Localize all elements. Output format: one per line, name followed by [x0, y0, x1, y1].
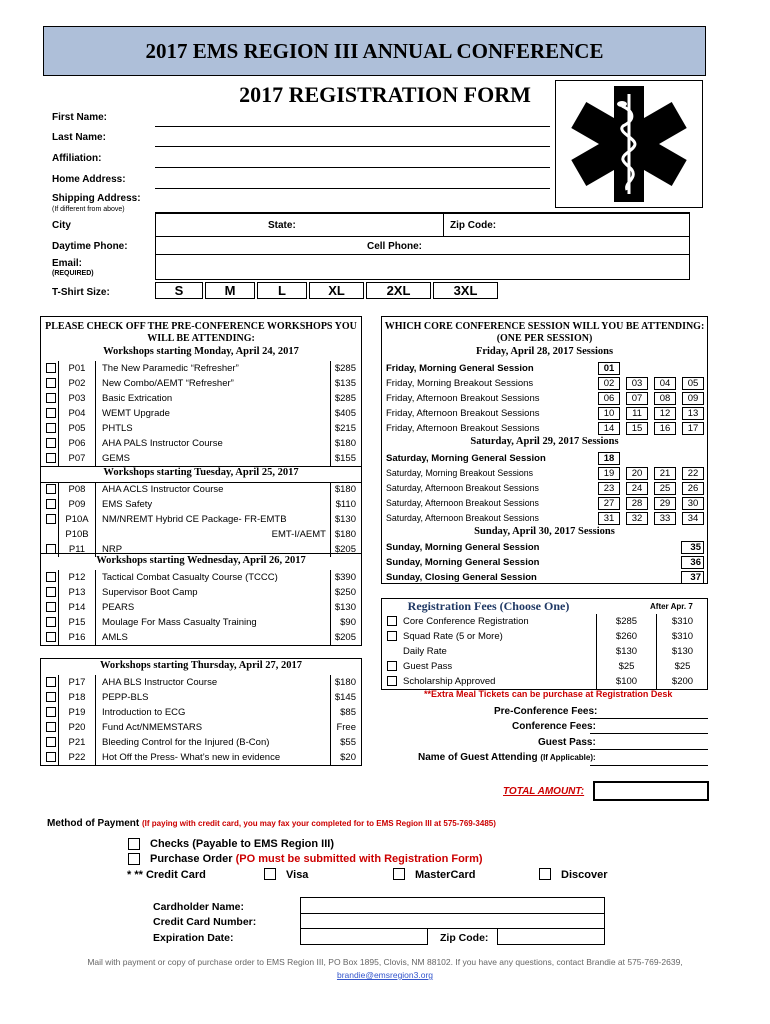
session-number-box[interactable]: 17 [682, 422, 704, 435]
workshop-row [40, 675, 362, 690]
workshop-row [40, 421, 362, 436]
meal-ticket-note: **Extra Meal Tickets can be purchase at Registration Desk [424, 689, 673, 699]
session-label: Sunday, Morning General Session [386, 542, 540, 553]
session-number-box[interactable]: 28 [626, 497, 648, 510]
workshop-name: NM/NREMT Hybrid CE Package- FR-EMTB [102, 514, 287, 525]
email-label: Email: [52, 258, 83, 269]
workshop-code: P16 [58, 630, 96, 645]
conference-fees-label: Conference Fees: [512, 721, 596, 732]
form-title: 2017 REGISTRATION FORM [239, 82, 531, 107]
session-number-box[interactable]: 04 [654, 377, 676, 390]
fee-name: Daily Rate [403, 646, 447, 657]
workshop-price: $110 [330, 497, 362, 512]
workshop-checkbox[interactable] [46, 514, 56, 524]
zip-label: Zip Code: [450, 220, 497, 231]
session-number-box[interactable]: 22 [682, 467, 704, 480]
star-of-life-logo [555, 80, 703, 208]
last-name-field[interactable] [155, 146, 550, 147]
fee-late: $310 [656, 614, 708, 629]
workshop-name: AMLS [102, 632, 128, 643]
workshop-code: P08 [58, 482, 96, 497]
conference-fees-field[interactable] [590, 733, 708, 734]
cell-phone-label: Cell Phone: [367, 241, 423, 252]
fee-row [381, 629, 708, 644]
workshop-row [40, 750, 362, 765]
fee-row [381, 674, 708, 689]
workshop-name: New Combo/AEMT “Refresher” [102, 378, 234, 389]
fee-early: $100 [596, 674, 656, 689]
session-number-box[interactable]: 15 [626, 422, 648, 435]
fee-late: $310 [656, 629, 708, 644]
shipping-address-label: Shipping Address: [52, 193, 141, 204]
fee-checkbox[interactable] [387, 616, 397, 626]
workshop-checkbox[interactable] [46, 423, 56, 433]
payment-zip-label: Zip Code: [440, 932, 489, 944]
workshop-name: Bleeding Control for the Injured (B-Con) [102, 737, 270, 748]
workshop-price: $55 [330, 735, 362, 750]
workshop-row [40, 720, 362, 735]
fee-early: $130 [596, 644, 656, 659]
workshop-name: Supervisor Boot Camp [102, 587, 198, 598]
discover-label: Discover [561, 869, 608, 881]
workshop-row [40, 482, 362, 497]
thursday-heading: Workshops starting Thursday, April 27, 2017 [100, 660, 302, 671]
workshop-code: P01 [58, 361, 96, 376]
workshop-name: AHA BLS Instructor Course [102, 677, 218, 688]
workshop-price: $180 [330, 436, 362, 451]
workshop-name: Tactical Combat Casualty Course (TCCC) [102, 572, 278, 583]
mastercard-label: MasterCard [415, 869, 476, 881]
session-number-box[interactable]: 30 [682, 497, 704, 510]
workshop-code: P21 [58, 735, 96, 750]
workshop-price: $285 [330, 361, 362, 376]
first-name-field[interactable] [155, 126, 550, 127]
workshop-price: $90 [330, 615, 362, 630]
workshop-name: Moulage For Mass Casualty Training [102, 617, 257, 628]
workshop-checkbox[interactable] [46, 544, 56, 554]
workshop-row [40, 512, 362, 527]
session-number-box[interactable]: 14 [598, 422, 620, 435]
session-label: Saturday, Morning General Session [386, 453, 546, 464]
fee-name: Scholarship Approved [403, 676, 496, 687]
home-address-label: Home Address: [52, 174, 126, 185]
workshop-name: Introduction to ECG [102, 707, 186, 718]
session-label: Friday, Morning General Session [386, 363, 534, 374]
friday-heading: Friday, April 28, 2017 Sessions [475, 346, 614, 357]
session-number-box[interactable]: 34 [682, 512, 704, 525]
workshop-code: P13 [58, 585, 96, 600]
discover-checkbox[interactable] [539, 868, 551, 880]
workshop-name: NRP [102, 544, 123, 555]
session-number-box[interactable]: 08 [654, 392, 676, 405]
fee-row [381, 644, 708, 659]
workshop-checkbox[interactable] [46, 617, 56, 627]
session-label: Friday, Afternoon Breakout Sessions [386, 408, 540, 419]
workshop-code: P12 [58, 570, 96, 585]
workshop-price: $135 [330, 376, 362, 391]
purchase-order-label: Purchase Order (PO must be submitted with Registration Form) [150, 853, 483, 865]
session-label: Saturday, Afternoon Breakout Sessions [386, 513, 539, 523]
card-number-field[interactable] [300, 913, 605, 929]
workshop-row [40, 497, 362, 512]
shipping-address-note: (If different from above) [52, 206, 125, 213]
tshirt-size-xl[interactable]: XL [309, 282, 364, 299]
guest-pass-fee-field[interactable] [590, 749, 708, 750]
pre-conference-title: PLEASE CHECK OFF THE PRE-CONFERENCE WORKSHOPS YOU WILL BE ATTENDING: [45, 321, 357, 344]
workshop-row [40, 585, 362, 600]
workshop-code: P18 [58, 690, 96, 705]
session-label: Friday, Morning Breakout Sessions [386, 378, 534, 389]
workshop-row [40, 451, 362, 466]
workshop-name: Hot Off the Press- What’s new in evidence [102, 752, 281, 763]
fee-name: Squad Rate (5 or More) [403, 631, 503, 642]
fee-early: $285 [596, 614, 656, 629]
workshop-row [40, 615, 362, 630]
session-number-box[interactable]: 11 [626, 407, 648, 420]
fee-checkbox[interactable] [387, 631, 397, 641]
pre-conference-fees-field[interactable] [590, 718, 708, 719]
visa-checkbox[interactable] [264, 868, 276, 880]
affiliation-field[interactable] [155, 167, 550, 168]
workshop-price: $390 [330, 570, 362, 585]
workshop-checkbox[interactable] [46, 363, 56, 373]
session-number-box[interactable]: 32 [626, 512, 648, 525]
workshop-name: Fund Act/NMEMSTARS [102, 722, 203, 733]
workshop-row [40, 527, 362, 542]
workshop-price: $145 [330, 690, 362, 705]
expiration-date-label: Expiration Date: [153, 932, 234, 944]
workshop-row [40, 361, 362, 376]
workshop-code: P02 [58, 376, 96, 391]
session-number-box[interactable]: 03 [626, 377, 648, 390]
workshop-price: $20 [330, 750, 362, 765]
session-number-box[interactable]: 20 [626, 467, 648, 480]
session-number-box[interactable]: 25 [654, 482, 676, 495]
workshop-name: PEPP-BLS [102, 692, 149, 703]
cardholder-name-label: Cardholder Name: [153, 901, 245, 913]
workshop-code: P14 [58, 600, 96, 615]
tshirt-size-2xl[interactable]: 2XL [366, 282, 431, 299]
workshop-code: P17 [58, 675, 96, 690]
after-date-label: After Apr. 7 [650, 602, 693, 611]
workshop-code: P04 [58, 406, 96, 421]
session-number-box[interactable]: 05 [682, 377, 704, 390]
session-number-box[interactable]: 21 [654, 467, 676, 480]
workshop-checkbox[interactable] [46, 692, 56, 702]
fee-early: $260 [596, 629, 656, 644]
fee-late: $25 [656, 659, 708, 674]
fee-checkbox[interactable] [387, 676, 397, 686]
workshop-code: P03 [58, 391, 96, 406]
tshirt-size-m[interactable]: M [205, 282, 255, 299]
tshirt-size-l[interactable]: L [257, 282, 307, 299]
daytime-phone-label: Daytime Phone: [52, 241, 128, 252]
workshop-checkbox[interactable] [46, 378, 56, 388]
checks-checkbox[interactable] [128, 838, 140, 850]
session-label: Sunday, Morning General Session [386, 557, 540, 568]
workshop-price: $285 [330, 391, 362, 406]
email-required-note: (REQUIRED) [52, 270, 94, 277]
first-name-label: First Name: [52, 112, 108, 123]
session-number-box[interactable]: 33 [654, 512, 676, 525]
session-number-box[interactable]: 31 [598, 512, 620, 525]
home-address-field[interactable] [155, 188, 550, 189]
workshop-checkbox[interactable] [46, 752, 56, 762]
workshop-row [40, 735, 362, 750]
credit-card-label: * ** Credit Card [127, 869, 206, 881]
city-label: City [52, 220, 71, 231]
workshop-price: $215 [330, 421, 362, 436]
workshop-code: P09 [58, 497, 96, 512]
workshop-name: PEARS [102, 602, 135, 613]
workshop-name: PHTLS [102, 423, 133, 434]
session-number-box[interactable]: 36 [681, 556, 704, 569]
total-amount-field[interactable] [593, 781, 709, 801]
core-session-title: WHICH CORE CONFERENCE SESSION WILL YOU BE ATTENDING: (ONE PER SESSION) [384, 321, 705, 344]
workshop-row [40, 391, 362, 406]
workshop-name: GEMS [102, 453, 130, 464]
workshop-price: $155 [330, 451, 362, 466]
session-number-box[interactable]: 35 [681, 541, 704, 554]
session-number-box[interactable]: 23 [598, 482, 620, 495]
workshop-name: AHA PALS Instructor Course [102, 438, 223, 449]
workshop-row [40, 436, 362, 451]
session-label: Sunday, Closing General Session [386, 572, 537, 583]
workshop-checkbox[interactable] [46, 632, 56, 642]
workshop-code: P10A [58, 512, 96, 527]
session-number-box[interactable]: 19 [598, 467, 620, 480]
tshirt-size-3xl[interactable]: 3XL [433, 282, 498, 299]
workshop-checkbox[interactable] [46, 677, 56, 687]
fee-early: $25 [596, 659, 656, 674]
cardholder-name-field[interactable] [300, 897, 605, 914]
workshop-price: $250 [330, 585, 362, 600]
workshop-row [40, 542, 362, 557]
session-label: Saturday, Afternoon Breakout Sessions [386, 483, 539, 493]
saturday-heading: Saturday, April 29, 2017 Sessions [470, 436, 619, 447]
payment-zip-field[interactable] [497, 928, 605, 945]
session-label: Friday, Afternoon Breakout Sessions [386, 423, 540, 434]
workshop-checkbox[interactable] [46, 722, 56, 732]
guest-name-label: Name of Guest Attending (If Applicable): [418, 752, 596, 763]
total-amount-label: TOTAL AMOUNT: [503, 786, 585, 797]
workshop-code: P07 [58, 451, 96, 466]
card-number-label: Credit Card Number: [153, 916, 257, 928]
workshop-code: P11 [58, 542, 96, 557]
workshop-price: $180 [330, 675, 362, 690]
session-label: Saturday, Afternoon Breakout Sessions [386, 498, 539, 508]
workshop-checkbox[interactable] [46, 707, 56, 717]
workshop-price: $205 [330, 630, 362, 645]
conference-banner: 2017 EMS REGION III ANNUAL CONFERENCE [43, 26, 706, 76]
session-number-box[interactable]: 13 [682, 407, 704, 420]
state-label: State: [268, 220, 296, 231]
workshop-price: $180 [330, 482, 362, 497]
workshop-row [40, 690, 362, 705]
workshop-code: P19 [58, 705, 96, 720]
workshop-code: P15 [58, 615, 96, 630]
workshop-price: $405 [330, 406, 362, 421]
fee-checkbox[interactable] [387, 661, 397, 671]
session-number-box[interactable]: 09 [682, 392, 704, 405]
workshop-code: P05 [58, 421, 96, 436]
mastercard-checkbox[interactable] [393, 868, 405, 880]
workshop-price: $130 [330, 600, 362, 615]
workshop-name: AHA ACLS Instructor Course [102, 484, 224, 495]
footer-text: Mail with payment or copy of purchase order to EMS Region III, PO Box 1895, Clovis, NM 88102. If you have any questions, contact Brandie at 575-769-2639, brandie@emsregion3.org [87, 957, 683, 980]
workshop-checkbox[interactable] [46, 499, 56, 509]
city-state-zip-row [155, 213, 690, 237]
contact-email-link[interactable]: brandie@emsregion3.org [336, 970, 434, 980]
session-number-box[interactable]: 12 [654, 407, 676, 420]
workshop-code: P22 [58, 750, 96, 765]
workshop-checkbox[interactable] [46, 484, 56, 494]
session-number-box[interactable]: 06 [598, 392, 620, 405]
workshop-name: Basic Extrication [102, 393, 173, 404]
workshop-code: P10B [58, 527, 96, 542]
fees-title: Registration Fees (Choose One) [407, 599, 570, 613]
last-name-label: Last Name: [52, 132, 106, 143]
workshop-checkbox[interactable] [46, 572, 56, 582]
workshop-checkbox[interactable] [46, 453, 56, 463]
workshop-name: EMT-I/AEMT [271, 529, 326, 540]
session-label: Friday, Afternoon Breakout Sessions [386, 393, 540, 404]
workshop-name: The New Paramedic “Refresher” [102, 363, 239, 374]
workshop-code: P20 [58, 720, 96, 735]
workshop-price: $205 [330, 542, 362, 557]
pre-conference-fees-label: Pre-Conference Fees: [494, 706, 598, 717]
fee-name: Core Conference Registration [403, 616, 529, 627]
workshop-name: WEMT Upgrade [102, 408, 170, 419]
workshop-checkbox[interactable] [46, 602, 56, 612]
workshop-checkbox[interactable] [46, 393, 56, 403]
session-number-box[interactable]: 26 [682, 482, 704, 495]
session-number-box[interactable]: 10 [598, 407, 620, 420]
phone-row[interactable] [155, 237, 690, 255]
fee-late: $130 [656, 644, 708, 659]
session-number-box[interactable]: 29 [654, 497, 676, 510]
workshop-checkbox[interactable] [46, 408, 56, 418]
fee-row [381, 659, 708, 674]
session-number-box[interactable]: 07 [626, 392, 648, 405]
session-number-box[interactable]: 37 [681, 571, 704, 584]
fee-row [381, 614, 708, 629]
workshop-name: EMS Safety [102, 499, 153, 510]
fee-late: $200 [656, 674, 708, 689]
workshop-row [40, 376, 362, 391]
fee-name: Guest Pass [403, 661, 453, 672]
guest-pass-fee-label: Guest Pass: [538, 737, 596, 748]
session-number-box[interactable]: 01 [598, 362, 620, 375]
affiliation-label: Affiliation: [52, 153, 102, 164]
session-number-box[interactable]: 02 [598, 377, 620, 390]
purchase-order-checkbox[interactable] [128, 853, 140, 865]
zip-divider [443, 213, 444, 237]
workshop-checkbox[interactable] [46, 737, 56, 747]
workshop-checkbox[interactable] [46, 587, 56, 597]
workshop-code: P06 [58, 436, 96, 451]
monday-heading: Workshops starting Monday, April 24, 2017 [103, 346, 299, 357]
checks-label: Checks (Payable to EMS Region III) [150, 838, 334, 850]
workshop-price: $85 [330, 705, 362, 720]
visa-label: Visa [286, 869, 309, 881]
workshop-price: Free [330, 720, 362, 735]
workshop-price: $180 [330, 527, 362, 542]
workshop-row [40, 630, 362, 645]
payment-method-label: Method of Payment (If paying with credit card, you may fax your completed for to EMS Region III at 575-769-3485) [47, 818, 496, 829]
session-number-box[interactable]: 16 [654, 422, 676, 435]
tuesday-heading: Workshops starting Tuesday, April 25, 2017 [103, 467, 299, 478]
guest-name-field[interactable] [590, 765, 708, 766]
wednesday-heading: Workshops starting Wednesday, April 26, 2017 [96, 555, 306, 566]
session-label: Saturday, Morning Breakout Sessions [386, 468, 534, 478]
session-number-box[interactable]: 27 [598, 497, 620, 510]
email-field[interactable] [155, 255, 690, 280]
workshop-price: $130 [330, 512, 362, 527]
workshop-checkbox[interactable] [46, 438, 56, 448]
workshop-row [40, 705, 362, 720]
sunday-heading: Sunday, April 30, 2017 Sessions [474, 526, 615, 537]
tshirt-label: T-Shirt Size: [52, 287, 110, 298]
workshop-row [40, 406, 362, 421]
session-number-box[interactable]: 24 [626, 482, 648, 495]
session-number-box[interactable]: 18 [598, 452, 620, 465]
workshop-row [40, 570, 362, 585]
tshirt-size-s[interactable]: S [155, 282, 203, 299]
workshop-row [40, 600, 362, 615]
expiration-date-field[interactable] [300, 928, 428, 945]
